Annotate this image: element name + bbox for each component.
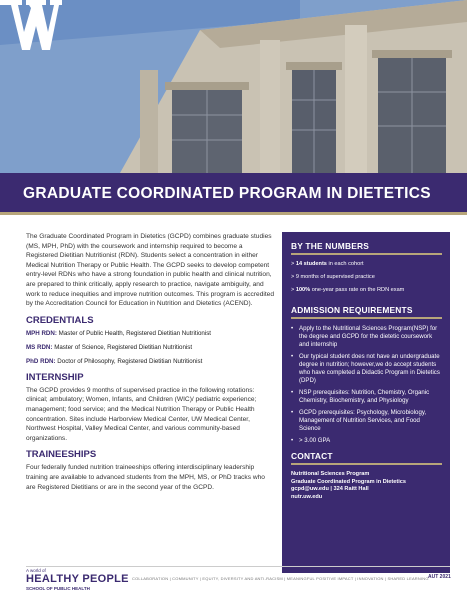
contact-line: Nutritional Sciences Program xyxy=(291,471,370,477)
credential-text: Master of Science, Registered Dietitian Nutritionist xyxy=(54,343,193,351)
internship-paragraph: The GCPD provides 9 months of supervised practice in the following rotations: clinical; ambulatory; Women, Infants, and Children (WIC)/ pediatric experience; management; food service; and the Medical Nutrition Therapy or Public Health concentration. Sites include Harborview Medical Center, UW Medical Center, Northwest Hospital, Valley Medical Center, and various community-based organizations. xyxy=(26,386,257,442)
traineeships-paragraph: Four federally funded nutrition traineeships offering interdisciplinary leadership training are available to advanced students from the MPH, MS, or PhD tracks who are Registered Dietitians or are in the second year of the GCPD. xyxy=(26,464,265,491)
sidebar-panel xyxy=(282,232,450,573)
number-highlight: 100% xyxy=(295,287,311,293)
hero-photo xyxy=(0,0,467,173)
credential-item xyxy=(26,343,276,352)
credential-abbr: MS RDN: xyxy=(26,343,53,351)
footer-divider xyxy=(26,566,450,567)
admission-item: • > 3.00 GPA xyxy=(291,437,442,445)
uw-w-logo xyxy=(0,0,62,50)
credential-abbr: MPH RDN: xyxy=(26,329,57,337)
document-code: AUT 2021 xyxy=(428,574,451,580)
number-text: 9 months of supervised practice xyxy=(295,274,375,280)
number-item xyxy=(291,261,442,268)
credentials-heading: CREDENTIALS xyxy=(26,314,94,326)
brand-tagline: A world of xyxy=(26,568,46,573)
intro-paragraph: The Graduate Coordinated Program in Dietetics (GCPD) combines graduate studies (MS, MPH, PhD) with the coursework and internship required to become a Registered Dietitian Nutritionist (RDN). Students select a concentration in either Medical Nutrition Therapy or Public Health. The GCPD seeks to develop competent entry-level RDNs who have a strong foundation in public health and clinical nutrition, are prepared to think critically, apply research to practice, navigate ambiguity, and work to reduce inequities and improve nutrition outcomes. This program is accredited by the Accreditation Council for Education in Nutrition and Dietetics (ACEND). xyxy=(26,233,274,308)
number-prefix: > xyxy=(291,274,296,280)
admission-item: • NSP prerequisites: Nutrition, Chemistry, Organic Chemistry, Biochemistry, and Physiology xyxy=(291,389,442,405)
title-banner xyxy=(0,173,467,215)
contact-line: Graduate Coordinated Program in Dietetics xyxy=(291,478,407,485)
by-numbers-heading: BY THE NUMBERS xyxy=(291,241,442,255)
admission-list xyxy=(291,325,442,445)
credential-text: Doctor of Philosophy, Registered Dietitian Nutritionist xyxy=(57,357,203,365)
values-tags: COLLABORATION | COMMUNITY | EQUITY, DIVERSITY AND ANTI-RACISM | MEANINGFUL POSITIVE IMPACT | INNOVATION | SHARED LEARNING xyxy=(132,576,429,581)
main-content xyxy=(26,232,276,492)
admission-item: • Apply to the Nutritional Sciences Program(NSP) for the degree and GCPD for the dietetic coursework and internship xyxy=(291,325,442,349)
building-illustration xyxy=(0,0,467,173)
credential-abbr: PhD RDN: xyxy=(26,357,56,365)
number-text: one-year pass rate on the RDN exam xyxy=(310,287,405,293)
page-title: GRADUATE COORDINATED PROGRAM IN DIETETICS xyxy=(23,185,431,202)
number-highlight: 14 students xyxy=(295,261,327,267)
school-name: SCHOOL OF PUBLIC HEALTH xyxy=(26,586,90,591)
internship-heading: INTERNSHIP xyxy=(26,371,84,383)
number-item xyxy=(291,287,442,294)
credential-item xyxy=(26,357,276,366)
brand-name: HEALTHY PEOPLE xyxy=(26,573,129,585)
credential-item xyxy=(26,329,276,338)
number-item xyxy=(291,274,442,281)
admission-heading: ADMISSION REQUIREMENTS xyxy=(291,305,442,319)
contact-website-link[interactable]: nutr.uw.edu xyxy=(291,493,323,500)
admission-item: • GCPD prerequisites: Psychology, Microbiology, Management of Nutrition Services, and Food Science xyxy=(291,409,442,433)
number-text: in each cohort xyxy=(326,261,364,267)
contact-email-address[interactable]: gcpd@uw.edu | 324 Raitt Hall xyxy=(291,486,369,493)
number-prefix: > xyxy=(291,261,296,267)
traineeships-heading: TRAINEESHIPS xyxy=(26,449,97,461)
contact-heading: CONTACT xyxy=(291,451,442,465)
footer xyxy=(0,566,467,605)
credential-text: Master of Public Health, Registered Dietitian Nutritionist xyxy=(58,329,212,337)
admission-item: • Our typical student does not have an undergraduate degree in nutrition; however,we do accept students who have completed a Didactic Program in Dietetics (DPD) xyxy=(291,353,442,385)
number-prefix: > xyxy=(291,287,296,293)
